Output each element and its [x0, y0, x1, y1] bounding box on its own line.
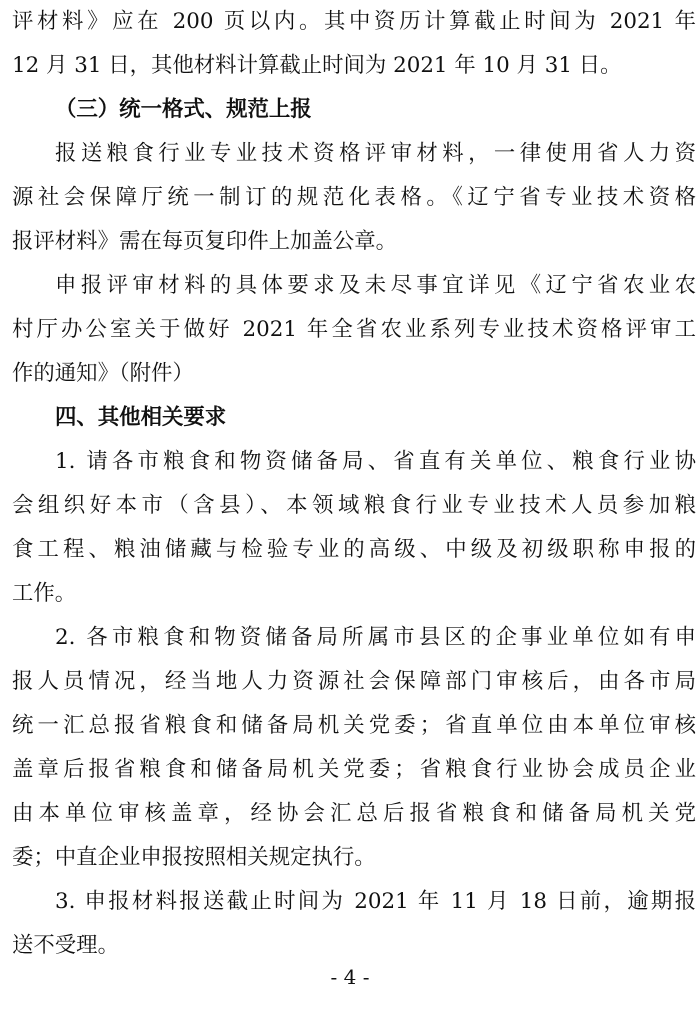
page-number: - 4 - — [330, 965, 370, 989]
text-line: 1. 请各市粮食和物资储备局、省直有关单位、粮食行业协 — [55, 449, 696, 474]
text-line: 报人员情况，经当地人力资源社会保障部门审核后，由各市局 — [12, 669, 696, 694]
text-line: 会组织好本市（含县）、本领域粮食行业专业技术人员参加粮 — [12, 493, 696, 518]
text-line: 统一汇总报省粮食和储备局机关党委；省直单位由本单位审核 — [12, 713, 696, 738]
text-line: 工作。 — [12, 581, 77, 606]
text-line: 由本单位审核盖章，经协会汇总后报省粮食和储备局机关党 — [12, 801, 696, 826]
text-line: 送不受理。 — [12, 933, 119, 958]
section-heading: （三）统一格式、规范上报 — [55, 97, 312, 122]
text-line: 2. 各市粮食和物资储备局所属市县区的企事业单位如有申 — [55, 625, 696, 650]
text-line: 村厅办公室关于做好 2021 年全省农业系列专业技术资格评审工 — [12, 317, 696, 342]
text-line: 12 月 31 日，其他材料计算截止时间为 2021 年 10 月 31 日。 — [12, 53, 622, 78]
text-line: 申报评审材料的具体要求及未尽事宜详见《辽宁省农业农 — [55, 273, 696, 298]
text-line: 3. 申报材料报送截止时间为 2021 年 11 月 18 日前，逾期报 — [55, 889, 696, 914]
text-line: 报送粮食行业专业技术资格评审材料，一律使用省人力资 — [55, 141, 696, 166]
text-line: 评材料》应在 200 页以内。其中资历计算截止时间为 2021 年 — [12, 9, 696, 34]
text-line: 食工程、粮油储藏与检验专业的高级、中级及初级职称申报的 — [12, 537, 696, 562]
text-line: 委；中直企业申报按照相关规定执行。 — [12, 845, 376, 870]
text-line: 作的通知》（附件） — [12, 361, 194, 386]
section-heading: 四、其他相关要求 — [55, 405, 227, 430]
text-line: 报评材料》需在每页复印件上加盖公章。 — [12, 229, 398, 254]
text-line: 源社会保障厅统一制订的规范化表格。《辽宁省专业技术资格 — [12, 185, 696, 210]
text-line: 盖章后报省粮食和储备局机关党委；省粮食行业协会成员企业 — [12, 757, 696, 782]
